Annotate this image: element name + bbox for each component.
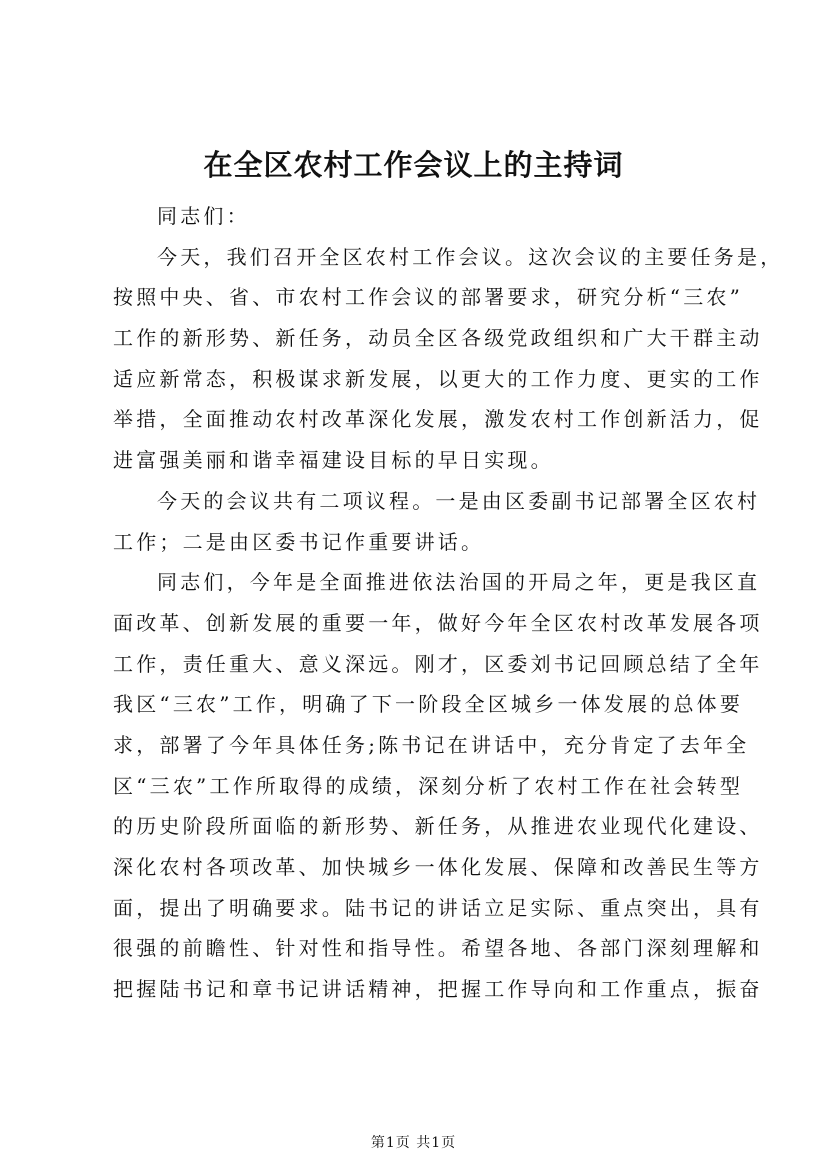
body-line: 我区“三农”工作，明确了下一阶段全区城乡一体发展的总体要 bbox=[113, 692, 744, 717]
document-body bbox=[113, 196, 784, 1010]
body-line: 深化农村各项改革、加快城乡一体化发展、保障和改善民生等方 bbox=[113, 855, 763, 879]
body-line: 适应新常态，积极谋求新发展，以更大的工作力度、更实的工作 bbox=[113, 366, 763, 391]
body-line: 工作，责任重大、意义深远。刚才，区委刘书记回顾总结了全年 bbox=[113, 651, 763, 676]
body-line: 工作的新形势、新任务，动员全区各级党政组织和广大干群主动 bbox=[113, 326, 763, 351]
body-line: 面，提出了明确要求。陆书记的讲话立足实际、重点突出，具有 bbox=[113, 895, 763, 920]
body-line: 把握陆书记和章书记讲话精神，把握工作导向和工作重点，振奋 bbox=[113, 977, 763, 1002]
body-line: 今天的会议共有二项议程。一是由区委副书记部署全区农村 bbox=[157, 488, 761, 513]
body-line: 区“三农”工作所取得的成绩，深刻分析了农村工作在社会转型 bbox=[113, 773, 744, 798]
body-line: 面改革、创新发展的重要一年，做好今年全区农村改革发展各项 bbox=[113, 610, 763, 635]
body-line: 今天，我们召开全区农村工作会议。这次会议的主要任务是， bbox=[157, 244, 784, 269]
body-line: 工作；二是由区委书记作重要讲话。 bbox=[113, 529, 485, 554]
body-line: 进富强美丽和谐幸福建设目标的早日实现。 bbox=[113, 448, 554, 473]
body-line: 很强的前瞻性、针对性和指导性。希望各地、各部门深刻理解和 bbox=[113, 936, 763, 961]
body-line: 按照中央、省、市农村工作会议的部署要求，研究分析“三农” bbox=[113, 285, 744, 310]
body-line: 同志们，今年是全面推进依法治国的开局之年，更是我区直 bbox=[157, 570, 761, 595]
body-line: 的历史阶段所面临的新形势、新任务，从推进农业现代化建设、 bbox=[113, 814, 763, 839]
body-line: 举措，全面推动农村改革深化发展，激发农村工作创新活力，促 bbox=[113, 407, 763, 432]
page-footer: 第1页 共1页 bbox=[370, 1135, 457, 1151]
document-title: 在全区农村工作会议上的主持词 bbox=[203, 148, 624, 182]
body-line: 求，部署了今年具体任务;陈书记在讲话中，充分肯定了去年全 bbox=[113, 732, 750, 757]
salutation-line: 同志们： bbox=[157, 204, 250, 228]
